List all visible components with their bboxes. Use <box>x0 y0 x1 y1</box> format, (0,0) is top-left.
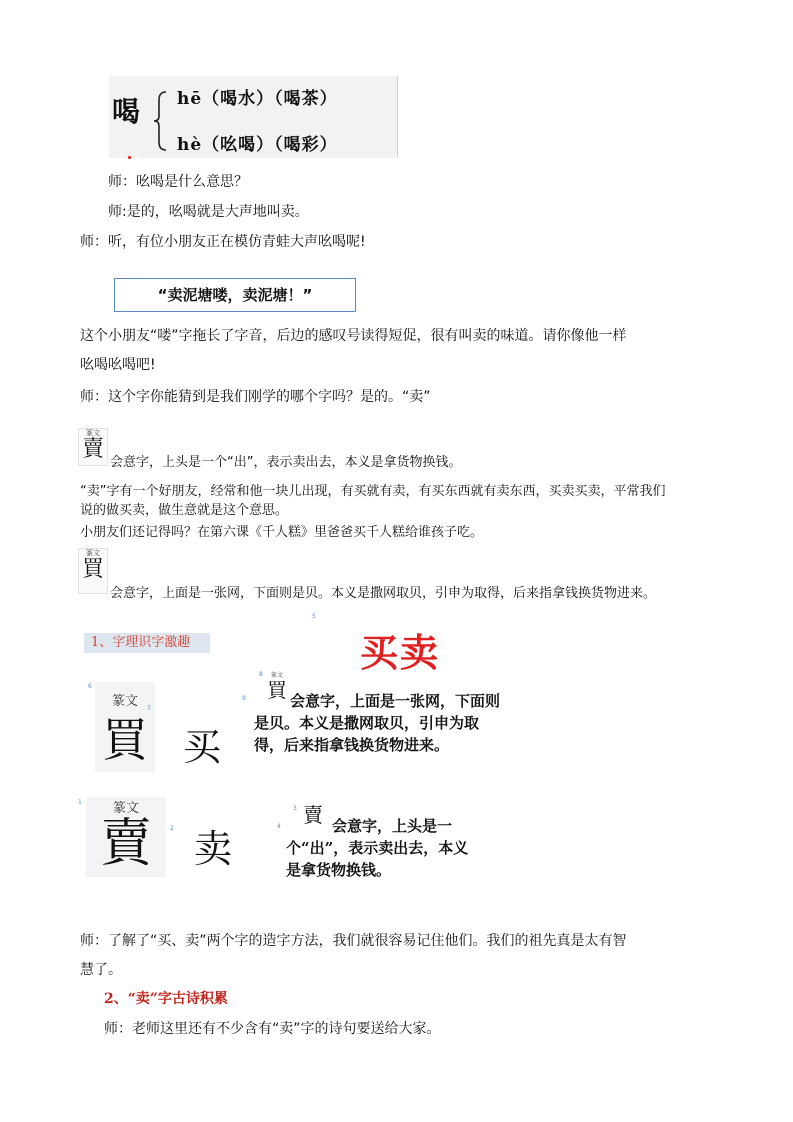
red-dot <box>128 156 131 159</box>
paragraph-6: 师：老师这里还有不少含有“卖”字的诗句要送给大家。 <box>104 1021 441 1037</box>
marker: 8 <box>259 671 263 678</box>
marker: 4 <box>277 823 281 830</box>
text-line-1: 师：吆喝是什么意思？ <box>108 174 248 190</box>
pronunciation-line-1: hē（喝水）（喝茶） <box>177 89 338 109</box>
section-1-label: 1、字理识字激趣 <box>84 633 210 653</box>
pronunciation-line-2: hè（吆喝）（喝彩） <box>177 135 338 155</box>
marker: 1 <box>78 799 82 806</box>
pronunciation-char: 喝 <box>112 95 141 128</box>
modern-char-mai4: 卖 <box>194 827 233 871</box>
section-1-title: 买卖 <box>360 630 441 675</box>
seal-panel-mai3: 篆文 買 <box>95 682 155 772</box>
text-line-3: 师：听，有位小朋友正在模仿青蛙大声吆喝呢! <box>80 234 366 250</box>
mai3-description: 会意字，上面是一张网，下面则是贝。本义是撒网取贝，引申为取得，后来指拿钱换货物进来。 <box>110 586 657 601</box>
quote-box: “卖泥塘喽，卖泥塘！” <box>114 278 356 312</box>
marker: 3 <box>293 805 297 812</box>
modern-char-mai3: 买 <box>183 725 222 769</box>
mai3-explanation: 会意字，上面是一张网，下面则是贝。本义是撒网取贝，引申为取得，后来指拿钱换货物进来。 <box>254 692 501 754</box>
seal-inline-mai3: 篆文 買 <box>267 672 287 702</box>
paragraph-4: 小朋友们还记得吗？在第六课《千人糕》里爸爸买千人糕给谁孩子吃。 <box>80 525 484 540</box>
mai4-description: 会意字，上头是一个“出”，表示卖出去，本义是拿货物换钱。 <box>110 455 462 470</box>
paragraph-3b: 说的做买卖，做生意就是这个意思。 <box>80 503 289 518</box>
marker: 6 <box>88 683 92 690</box>
paragraph-1b: 吆喝吆喝吧! <box>80 357 156 373</box>
seal-inline-mai4: 賣 <box>303 803 323 827</box>
seal-image-mai3-small: 篆文 買 <box>78 548 108 594</box>
paragraph-5a: 师：了解了“买、卖”两个字的造字方法，我们就很容易记住他们。我们的祖先真是太有智 <box>80 933 627 949</box>
marker: 9 <box>242 695 246 702</box>
mai4-explanation: 会意字，上头是一个“出”，表示卖出去，本义是拿货物换钱。 <box>286 817 469 879</box>
paragraph-3a: “卖”字有一个好朋友，经常和他一块儿出现，有买就有卖，有买东西就有卖东西，买卖买卖，平常我们 <box>80 484 666 499</box>
seal-panel-mai4: 篆文 賣 <box>86 797 166 877</box>
marker: 2 <box>170 825 174 832</box>
seal-image-mai4-small: 篆文 賣 <box>78 428 108 466</box>
marker: 7 <box>147 705 151 712</box>
text-line-2: 师:是的，吆喝就是大声地叫卖。 <box>108 204 309 220</box>
brace-icon <box>152 88 174 154</box>
marker: 5 <box>312 613 316 620</box>
section-2-label: 2、“卖”字古诗积累 <box>104 991 228 1007</box>
paragraph-5b: 慧了。 <box>80 962 122 978</box>
paragraph-2: 师：这个字你能猜到是我们刚学的哪个字吗？是的。“卖” <box>80 389 431 405</box>
paragraph-1a: 这个小朋友“喽”字拖长了字音，后边的感叹号读得短促，很有叫卖的味道。请你像他一样 <box>80 328 627 344</box>
